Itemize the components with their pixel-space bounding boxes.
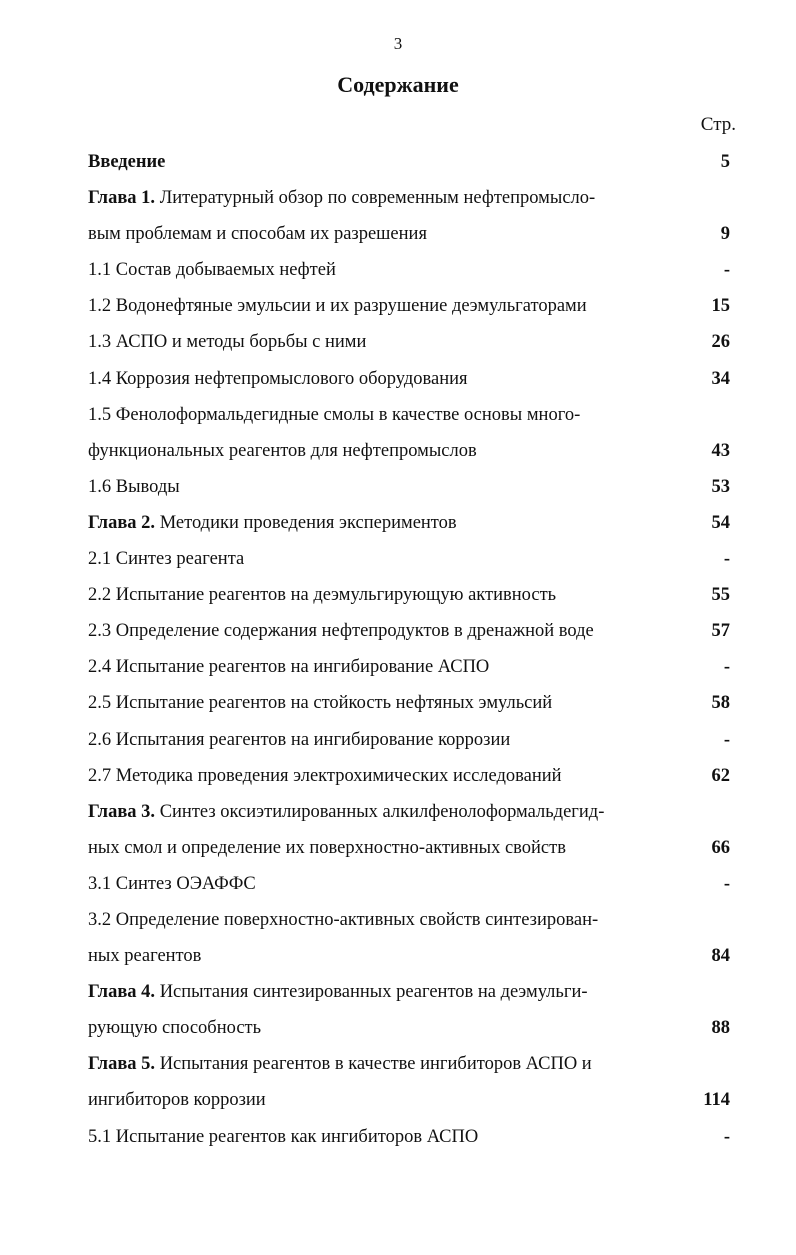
toc-page-number: 55 — [711, 585, 730, 606]
toc-entry-title: Синтез оксиэтилированных алкилфенолоформальдегид- — [155, 801, 605, 822]
toc-page-number: 53 — [711, 476, 730, 497]
toc-entry-text — [88, 361, 468, 397]
toc-line — [88, 361, 730, 397]
toc-line — [88, 505, 730, 541]
toc-entry-text — [88, 938, 201, 974]
toc-entry-title: 1.4 Коррозия нефтепромыслового оборудования — [88, 368, 468, 389]
toc-entry-title: ингибиторов коррозии — [88, 1090, 266, 1111]
toc-page-number: 84 — [711, 946, 730, 967]
page-number: 3 — [393, 34, 403, 53]
toc-line — [88, 866, 730, 902]
toc-line — [88, 144, 730, 180]
toc-entry-text — [88, 541, 244, 577]
toc-line — [88, 252, 730, 288]
toc-entry-title: 3.2 Определение поверхностно-активных свойств синтезирован- — [88, 909, 599, 930]
toc-entry-text — [88, 902, 598, 938]
toc-chapter-label: Глава 4. — [88, 982, 156, 1003]
toc-entry-title: Испытания синтезированных реагентов на деэмульги- — [155, 982, 588, 1003]
toc-line — [88, 216, 730, 252]
toc-chapter-label: Глава 2. — [88, 512, 156, 533]
toc-page-number: 58 — [711, 693, 730, 714]
toc-entry-text — [88, 288, 587, 324]
toc-line — [88, 613, 730, 649]
toc-line — [88, 324, 730, 360]
toc-page-number: - — [723, 729, 730, 750]
toc-chapter-label: Введение — [88, 152, 166, 172]
toc-entry-text — [88, 866, 256, 902]
toc-line — [88, 1010, 730, 1046]
toc-entry-title: 2.3 Определение содержания нефтепродуктов в дренажной воде — [88, 621, 594, 642]
toc-entry-title: вым проблемам и способам их разрешения — [88, 224, 427, 245]
toc-page-number: 66 — [711, 837, 730, 858]
toc-entry-text — [88, 830, 566, 866]
toc-entry-title: 3.1 Синтез ОЭАФФС — [88, 873, 256, 894]
toc-entry-title: 1.6 Выводы — [88, 476, 180, 497]
toc-entry-title: 1.5 Фенолоформальдегидные смолы в качестве основы много- — [88, 404, 581, 425]
toc-line — [88, 180, 730, 216]
toc-entry-text — [88, 794, 604, 830]
toc-entry-text — [88, 469, 180, 505]
toc-entry-title: 2.1 Синтез реагента — [88, 549, 245, 570]
toc-line — [88, 397, 730, 433]
toc-page-number: 26 — [711, 332, 730, 353]
toc-entry-text — [88, 577, 556, 613]
toc-line — [88, 1046, 730, 1082]
toc-entry-title: 2.6 Испытания реагентов на ингибирование коррозии — [88, 729, 511, 750]
toc-entry-title: 1.2 Водонефтяные эмульсии и их разрушение деэмульгаторами — [88, 296, 587, 317]
toc-line — [88, 938, 730, 974]
toc-line — [88, 541, 730, 577]
toc-entry-title: функциональных реагентов для нефтепромыслов — [88, 440, 477, 461]
toc-line — [88, 974, 730, 1010]
toc-entry-text — [88, 433, 477, 469]
toc-page-number: 43 — [711, 440, 730, 461]
toc-line — [88, 649, 730, 685]
toc-page-number: - — [723, 549, 730, 570]
toc-entry-text — [88, 505, 457, 541]
toc-entry-title: ных реагентов — [88, 946, 202, 967]
toc-entry-text — [88, 397, 580, 433]
toc-line — [88, 1082, 730, 1118]
toc-entry-text — [88, 722, 510, 758]
toc-chapter-label: Глава 5. — [88, 1054, 156, 1075]
toc-page-number: 34 — [711, 368, 730, 389]
toc-line — [88, 722, 730, 758]
toc-page-number: 5 — [720, 152, 730, 172]
toc-entry-text — [88, 685, 552, 721]
toc-entry-title: Методики проведения экспериментов — [155, 512, 457, 533]
toc-entry-title: 2.2 Испытание реагентов на деэмульгирующую активность — [88, 585, 557, 606]
toc-entry-title: Литературный обзор по современным нефтепромысло- — [155, 188, 596, 209]
toc-line — [88, 1119, 730, 1155]
toc-page-number: 54 — [711, 512, 730, 533]
toc-entry-title: 2.7 Методика проведения электрохимических исследований — [88, 765, 562, 786]
toc-line — [88, 685, 730, 721]
toc-line — [88, 433, 730, 469]
toc-entry-text — [88, 144, 165, 180]
toc-entry-title: ных смол и определение их поверхностно-активных свойств — [88, 837, 566, 858]
toc-line — [88, 902, 730, 938]
table-of-contents — [88, 144, 730, 1155]
page-title: Содержание — [337, 72, 459, 97]
toc-page-number: - — [723, 873, 730, 894]
toc-chapter-label: Глава 3. — [88, 801, 156, 822]
toc-entry-title: 1.3 АСПО и методы борьбы с ними — [88, 332, 367, 353]
toc-page-number: 57 — [711, 621, 730, 642]
toc-entry-text — [88, 1119, 478, 1155]
toc-line — [88, 577, 730, 613]
page-column-header: Стр. — [700, 114, 736, 135]
toc-page-number: - — [723, 260, 730, 281]
toc-entry-text — [88, 1046, 592, 1082]
toc-page-number: 88 — [711, 1018, 730, 1039]
toc-entry-text — [88, 180, 595, 216]
toc-line — [88, 469, 730, 505]
toc-entry-text — [88, 324, 366, 360]
toc-entry-title: 5.1 Испытание реагентов как ингибиторов АСПО — [88, 1126, 479, 1147]
toc-entry-title: 1.1 Состав добываемых нефтей — [88, 260, 336, 281]
toc-entry-text — [88, 649, 489, 685]
toc-line — [88, 794, 730, 830]
toc-entry-text — [88, 1082, 266, 1118]
toc-entry-title: Испытания реагентов в качестве ингибиторов АСПО и — [155, 1054, 592, 1075]
toc-entry-text — [88, 758, 562, 794]
toc-line — [88, 288, 730, 324]
toc-chapter-label: Глава 1. — [88, 188, 156, 209]
toc-entry-title: 2.4 Испытание реагентов на ингибирование АСПО — [88, 657, 490, 678]
toc-page-number: 15 — [711, 296, 730, 317]
toc-page-number: 114 — [703, 1090, 730, 1111]
toc-page-number: - — [723, 1126, 730, 1147]
toc-entry-title: 2.5 Испытание реагентов на стойкость нефтяных эмульсий — [88, 693, 553, 714]
toc-entry-title: рующую способность — [88, 1018, 262, 1039]
toc-page-number: 9 — [720, 224, 730, 245]
toc-entry-text — [88, 252, 336, 288]
toc-line — [88, 830, 730, 866]
toc-page-number: 62 — [711, 765, 730, 786]
toc-entry-text — [88, 1010, 261, 1046]
toc-entry-text — [88, 216, 427, 252]
toc-line — [88, 758, 730, 794]
toc-entry-text — [88, 974, 588, 1010]
toc-entry-text — [88, 613, 594, 649]
toc-page-number: - — [723, 657, 730, 678]
